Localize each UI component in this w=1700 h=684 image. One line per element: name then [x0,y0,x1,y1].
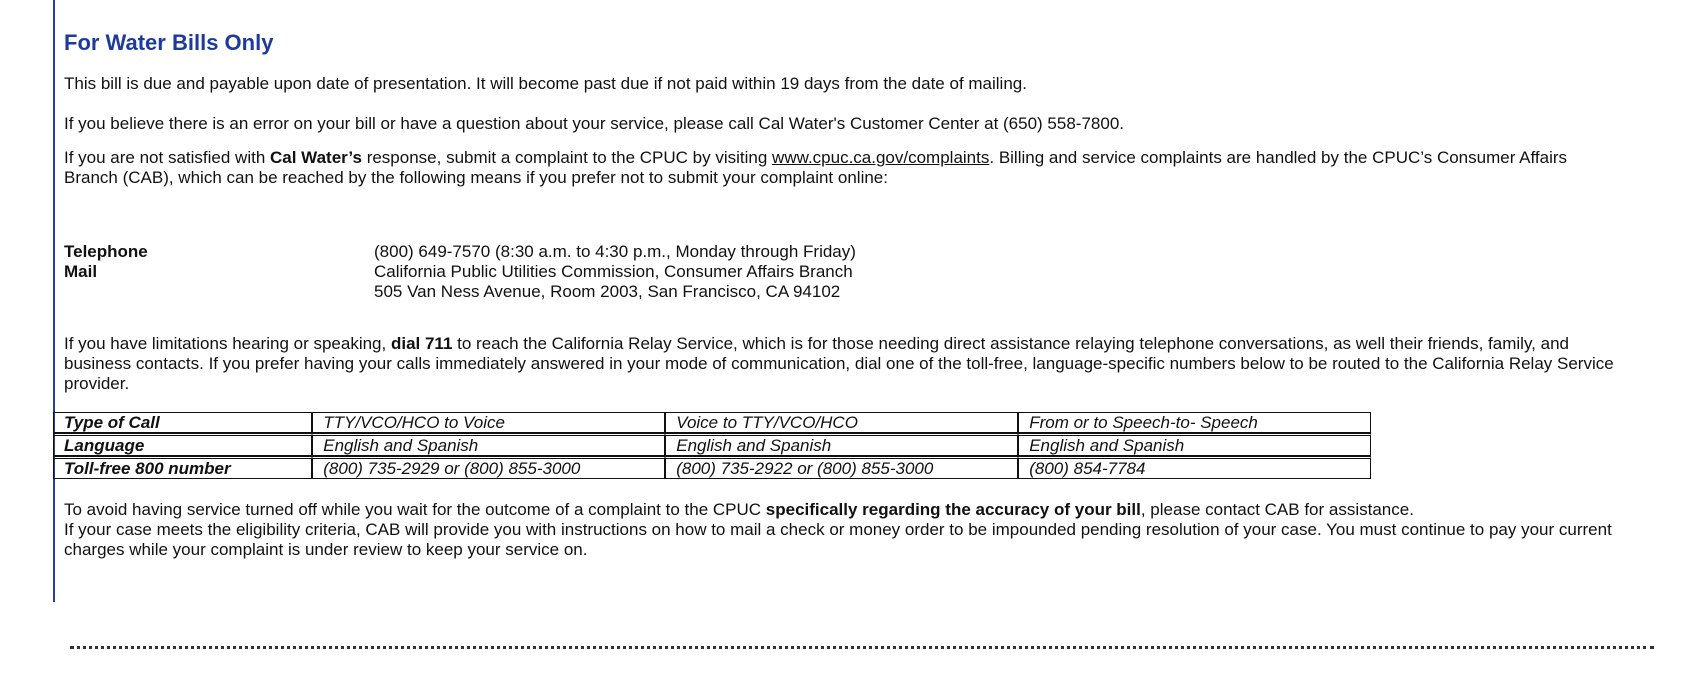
left-margin-rule [53,0,55,602]
cal-water-bold: Cal Water’s [270,148,362,167]
relay-service-table [53,412,1371,479]
table-row [53,412,1371,433]
section-heading: For Water Bills Only [64,30,274,55]
table-cell: (800) 735-2929 or (800) 855-3000 [312,456,665,479]
relay-text-before: If you have limitations hearing or speaking, [64,334,391,353]
accuracy-bold: specifically regarding the accuracy of your bill [765,500,1141,519]
telephone-label: Telephone [64,242,148,261]
relay-text-after: to reach the California Relay Service, which is for those needing direct assistance relaying telephone conversations, as well their friends, family, and business contacts. If you prefer having your calls immediately answered in your mode of communication, dial one of the toll-free, language-specific numbers below to be routed to the California Relay Service provider. [64,334,1614,393]
table-cell: English and Spanish [312,433,665,456]
tear-off-dotted-line [70,646,1654,649]
impound-text-after: , please contact CAB for assistance. [1140,500,1414,519]
mail-address-line2: 505 Van Ness Avenue, Room 2003, San Francisco, CA 94102 [374,282,841,301]
telephone-value: (800) 649-7570 (8:30 a.m. to 4:30 p.m., Monday through Friday) [374,242,856,261]
dial-711-bold: dial 711 [390,334,453,353]
complaint-text-after: . Billing and service complaints are handled by the CPUC’s Consumer Affairs Branch (CAB), which can be reached by the following means if you prefer not to submit your complaint online: [64,148,1568,187]
table-cell: Voice to TTY/VCO/HCO [665,412,1018,433]
water-bill-notice [64,28,1624,413]
relay-service-paragraph [64,334,1624,394]
complaint-text-before: If you are not satisfied with [64,148,270,167]
mail-label-spacer [64,282,374,302]
table-cell: From or to Speech-to- Speech [1018,412,1371,433]
complaint-paragraph [64,148,1624,188]
cpuc-complaints-link[interactable]: www.cpuc.ca.gov/complaints [772,148,990,167]
table-row [53,433,1371,456]
table-cell: Type of Call [53,412,312,433]
mail-label: Mail [64,262,98,281]
impound-paragraph [64,500,1624,560]
table-row [53,456,1371,479]
mail-address-line1: California Public Utilities Commission, Consumer Affairs Branch [374,262,853,281]
impound-line2: If your case meets the eligibility criteria, CAB will provide you with instructions on how to mail a check or money order to be impounded pending resolution of your case. You must continue to pay your current charges while your complaint is under review to keep your service on. [64,520,1612,559]
table-cell: Toll-free 800 number [53,456,312,479]
table-cell: TTY/VCO/HCO to Voice [312,412,665,433]
impound-text-before: To avoid having service turned off while you wait for the outcome of a complaint to the CPUC [64,500,766,519]
table-cell: Language [53,433,312,456]
table-cell: (800) 735-2922 or (800) 855-3000 [665,456,1018,479]
table-cell: English and Spanish [1018,433,1371,456]
due-notice-paragraph: This bill is due and payable upon date of presentation. It will become past due if not paid within 19 days from the date of mailing. [64,74,1027,93]
complaint-text-middle: response, submit a complaint to the CPUC by visiting [361,148,773,167]
contact-methods [64,242,1624,302]
impound-line1 [64,500,1624,520]
table-cell: (800) 854-7784 [1018,456,1371,479]
customer-center-paragraph: If you believe there is an error on your bill or have a question about your service, please call Cal Water's Customer Center at (650) 558-7800. [64,114,1124,133]
table-cell: English and Spanish [665,433,1018,456]
